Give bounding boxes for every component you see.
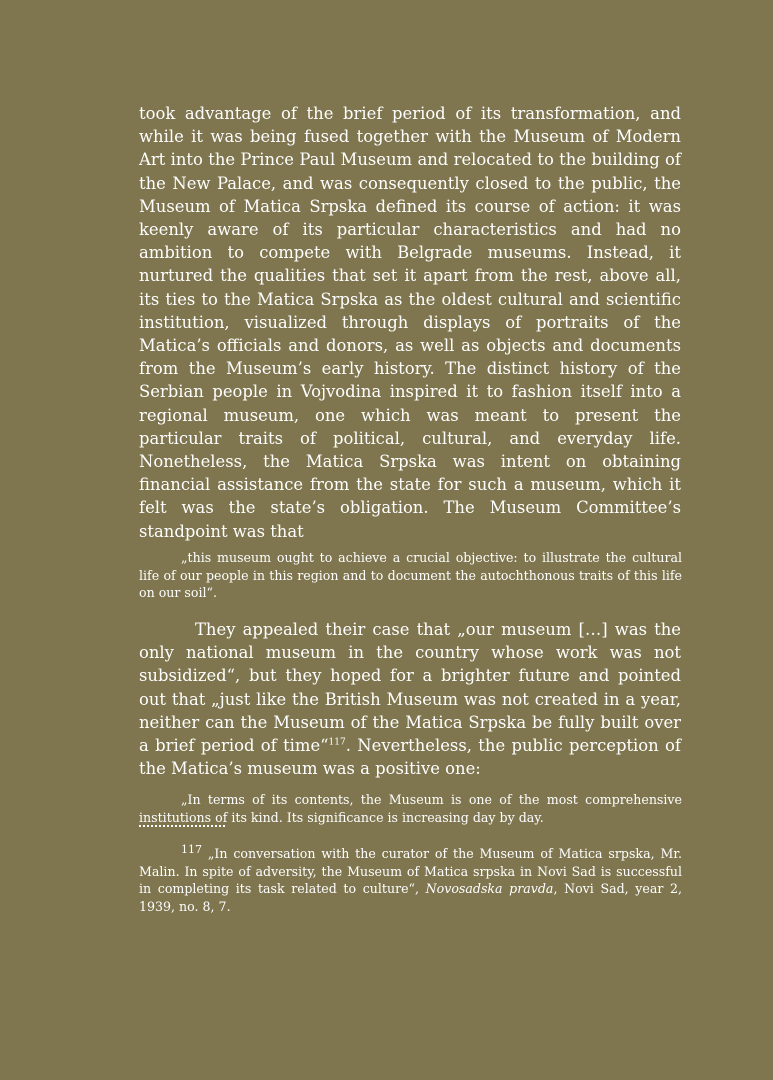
footnote-divider — [139, 825, 225, 827]
body-paragraph-2 — [139, 618, 681, 780]
body-paragraph-2-end: . Nevertheless, the public perception of the Matica’s museum was a positive one: — [139, 736, 681, 779]
footnote — [139, 845, 682, 915]
footnote-reference[interactable]: 117 — [328, 737, 346, 748]
footnote-source-title: Novosadska pravda — [425, 881, 554, 897]
footnote-text: „In conversation with the curator of the Museum of Matica srpska, Mr. Malin. In spite of adversity, the Museum of Matica srpska in Novi Sad is successful in completing its task related to culture“, — [139, 846, 682, 897]
footnote-number: 117 — [181, 843, 202, 856]
body-paragraph-2-text: They appealed their case that „our museum […] was the only national museum in the country whose work was not subsidized“, but they hoped for a brighter future and pointed out that „just like the British Museum was not created in a year, neither can the Museum of the Matica Srpska be fully built over a brief period of time“ — [139, 620, 681, 756]
footnote-source-details: , Novi Sad, year 2, 1939, no. 8, 7. — [139, 881, 683, 914]
block-quote-1: „this museum ought to achieve a crucial objective: to illustrate the cultural life of our people in this region and to document the autochthonous traits of this life on our soil“. — [139, 550, 682, 601]
body-paragraph-1: took advantage of the brief period of its transformation, and while it was being fused together with the Museum of Modern Art into the Prince Paul Museum and relocated to the building of the New Palace, and was consequently closed to the public, the Museum of Matica Srpska defined its course of action: it was keenly aware of its particular characteristics and had no ambition to compete with Belgrade museums. Instead, it nurtured the qualities that set it apart from the rest, above all, its ties to the Matica Srpska as the oldest cultural and scientific institution, visualized through displays of portraits of the Matica’s officials and donors, as well as objects and documents from the Museum’s early history. The distinct history of the Serbian people in Vojvodina inspired it to fashion itself into a regional museum, one which was meant to present the particular traits of political, cultural, and everyday life. Nonetheless, the Matica Srpska was intent on obtaining financial assistance from the state for such a museum, which it felt was the state’s obligation. The Museum Committee’s standpoint was that — [139, 104, 681, 541]
block-quote-2: „In terms of its contents, the Museum is one of the most comprehensive institutions of its kind. Its significance is increasing day by day. — [139, 792, 682, 825]
